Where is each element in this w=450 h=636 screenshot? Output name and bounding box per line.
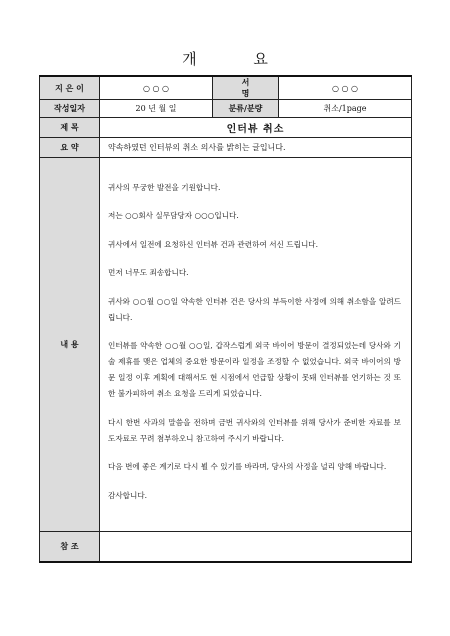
author-label: 지 은 이 (40, 76, 100, 100)
content-row (40, 158, 412, 532)
reference-label: 참 조 (40, 532, 100, 562)
document-form-table (39, 75, 412, 563)
subject-value: 인터뷰 취소 (100, 118, 412, 138)
category-value: 취소/1page (279, 100, 412, 118)
subject-row (40, 118, 412, 138)
content-paragraph: 감사합니다. (108, 490, 148, 500)
content-body (100, 158, 412, 532)
content-paragraph: 귀사에서 일전에 요청하신 인터뷰 건과 관련하여 서신 드립니다. (108, 239, 319, 249)
author-row (40, 76, 412, 100)
category-label: 분류/분량 (213, 100, 279, 118)
summary-label: 요 약 (40, 138, 100, 158)
date-value: 20 년 월 일 (100, 100, 213, 118)
content-paragraph: 인터뷰를 약속한 ○○월 ○○일, 갑작스럽게 외국 바이어 방문이 결정되었는데 당사와 기술 제휴를 맺은 업체의 중요한 방문이라 일정을 조정할 수 없었습니다. 외국 바이어의 방문 일정 이후 계획에 대해서도 현 시점에서 언급할 상황이 못돼 인터뷰를 연기하는 것 또한 불가피하여 취소 요청을 드리게 되었습니다. (108, 341, 401, 399)
content-paragraph: 먼저 너무도 죄송합니다. (108, 268, 189, 278)
summary-row (40, 138, 412, 158)
subject-label: 제 목 (40, 118, 100, 138)
date-row (40, 100, 412, 118)
signature-value: ○ ○ ○ (279, 76, 412, 100)
date-label: 작성일자 (40, 100, 100, 118)
page-title: 개 요 (182, 50, 294, 68)
content-paragraph: 다음 번에 좋은 계기로 다시 뵐 수 있기를 바라며, 당사의 사정을 널리 양해 바랍니다. (108, 462, 387, 472)
reference-value (100, 532, 412, 562)
author-value: ○ ○ ○ (100, 76, 213, 100)
content-paragraph: 귀사와 ○○월 ○○일 약속한 인터뷰 건은 당사의 부득이한 사정에 의해 취소함을 알려드립니다. (108, 296, 401, 322)
reference-row (40, 532, 412, 562)
summary-value: 약속하였던 인터뷰의 취소 의사를 밝히는 글입니다. (100, 138, 412, 158)
signature-label: 서 명 (213, 76, 279, 100)
content-paragraph: 저는 ○○회사 실무담당자 ○○○입니다. (108, 211, 239, 221)
content-label: 내 용 (40, 158, 100, 532)
content-paragraph: 귀사의 무궁한 발전을 기원합니다. (108, 182, 221, 192)
content-paragraph: 다시 한번 사과의 말씀을 전하며 금번 귀사와의 인터뷰를 위해 당사가 준비한 자료를 보도자료로 꾸려 첨부하오니 참고하여 주시기 바랍니다. (108, 417, 401, 443)
